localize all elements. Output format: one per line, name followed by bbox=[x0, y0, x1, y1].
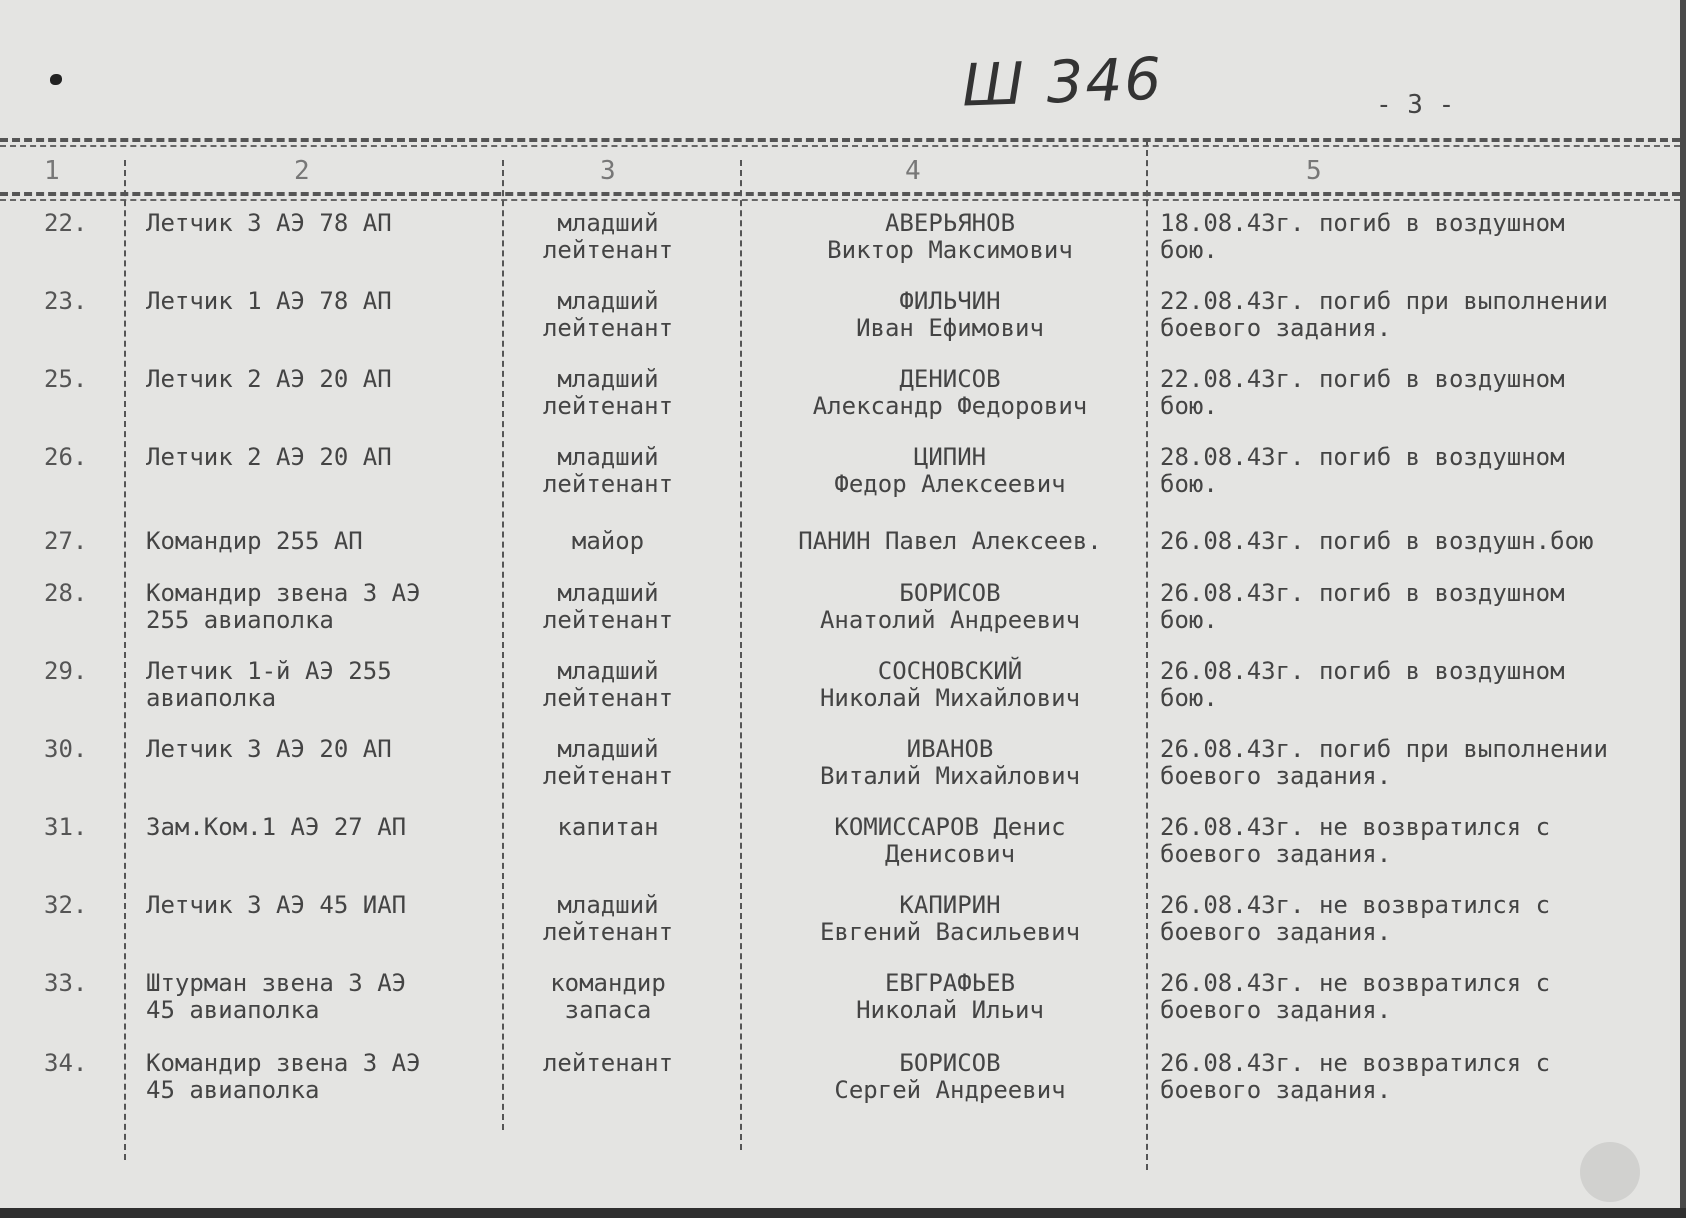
scan-edge bbox=[1680, 0, 1686, 1218]
fate-cell-line: 18.08.43г. погиб в воздушном bbox=[1160, 209, 1565, 237]
position-cell bbox=[146, 658, 392, 712]
name-cell-line: Александр Федорович bbox=[812, 392, 1088, 420]
name-cell-line: ЦИПИН bbox=[913, 443, 987, 471]
rank-cell-line: лейтенант bbox=[542, 606, 674, 634]
fate-cell bbox=[1160, 1050, 1550, 1104]
name-cell-line: АВЕРЬЯНОВ bbox=[884, 209, 1016, 237]
col-header-4: 4 bbox=[905, 156, 921, 186]
fate-cell bbox=[1160, 658, 1565, 712]
row-number: 27. bbox=[44, 527, 88, 555]
scan-edge bbox=[0, 1208, 1686, 1218]
rank-cell-line: младший bbox=[557, 287, 659, 315]
name-cell-line: Николай Михайлович bbox=[819, 684, 1081, 712]
name-cell-line: Федор Алексеевич bbox=[834, 470, 1066, 498]
rank-cell-line: лейтенант bbox=[542, 470, 674, 498]
header-rule-bottom bbox=[0, 192, 1680, 196]
rank-cell-line: лейтенант bbox=[542, 1049, 674, 1077]
fate-cell-line: боевого задания. bbox=[1160, 918, 1392, 946]
fate-cell bbox=[1160, 580, 1565, 634]
position-cell-line: 45 авиаполка bbox=[146, 1076, 320, 1104]
rank-cell-line: младший bbox=[557, 365, 659, 393]
name-cell bbox=[770, 814, 1130, 868]
name-cell bbox=[770, 366, 1130, 420]
fate-cell bbox=[1160, 366, 1565, 420]
position-cell-line: 255 авиаполка bbox=[146, 606, 334, 634]
rank-cell-line: младший bbox=[557, 735, 659, 763]
row-number: 31. bbox=[44, 813, 88, 841]
fate-cell-line: боевого задания. bbox=[1160, 314, 1392, 342]
row-number: 25. bbox=[44, 365, 88, 393]
fate-cell-line: 26.08.43г. не возвратился с bbox=[1160, 813, 1551, 841]
position-cell-line: Командир звена 3 АЭ bbox=[146, 579, 421, 607]
name-cell bbox=[770, 210, 1130, 264]
position-cell-line: Летчик 1-й АЭ 255 bbox=[146, 657, 392, 685]
row-number: 22. bbox=[44, 209, 88, 237]
rank-cell-line: запаса bbox=[564, 996, 652, 1024]
rank-cell bbox=[508, 210, 708, 264]
name-cell-line: ИВАНОВ bbox=[906, 735, 994, 763]
rank-cell-line: майор bbox=[571, 527, 645, 555]
name-cell-line: Виталий Михайлович bbox=[819, 762, 1081, 790]
name-cell bbox=[770, 736, 1130, 790]
rank-cell bbox=[508, 658, 708, 712]
position-cell bbox=[146, 892, 406, 919]
paper-smudge bbox=[1580, 1142, 1640, 1202]
fate-cell-line: бою. bbox=[1160, 684, 1218, 712]
fate-cell-line: 26.08.43г. не возвратился с bbox=[1160, 891, 1551, 919]
fate-cell-line: 26.08.43г. погиб в воздушн.бою bbox=[1160, 527, 1594, 555]
fate-cell-line: бою. bbox=[1160, 236, 1218, 264]
fate-cell-line: 26.08.43г. погиб при выполнении bbox=[1160, 735, 1608, 763]
name-cell bbox=[770, 970, 1130, 1024]
fate-cell-line: 26.08.43г. не возвратился с bbox=[1160, 1049, 1551, 1077]
position-cell-line: Командир 255 АП bbox=[146, 527, 363, 555]
name-cell bbox=[770, 528, 1130, 555]
position-cell-line: Летчик 1 АЭ 78 АП bbox=[146, 287, 392, 315]
position-cell-line: Штурман звена 3 АЭ bbox=[146, 969, 407, 997]
rank-cell bbox=[508, 736, 708, 790]
fate-cell bbox=[1160, 970, 1550, 1024]
name-cell bbox=[770, 580, 1130, 634]
rank-cell-line: капитан bbox=[557, 813, 659, 841]
column-separator bbox=[124, 160, 126, 1160]
fate-cell-line: 28.08.43г. погиб в воздушном bbox=[1160, 443, 1565, 471]
name-cell-line: Виктор Максимович bbox=[827, 236, 1073, 264]
column-separator bbox=[502, 160, 504, 1130]
row-number: 32. bbox=[44, 891, 88, 919]
rank-cell bbox=[508, 366, 708, 420]
name-cell-line: Сергей Андреевич bbox=[834, 1076, 1066, 1104]
position-cell bbox=[146, 288, 392, 315]
fate-cell-line: 26.08.43г. погиб в воздушном bbox=[1160, 579, 1565, 607]
name-cell bbox=[770, 444, 1130, 498]
rank-cell-line: лейтенант bbox=[542, 918, 674, 946]
header-rule-top-2 bbox=[0, 145, 1680, 147]
position-cell bbox=[146, 528, 363, 555]
name-cell-line: Анатолий Андреевич bbox=[819, 606, 1081, 634]
rank-cell bbox=[508, 444, 708, 498]
position-cell-line: Командир звена 3 АЭ bbox=[146, 1049, 421, 1077]
name-cell-line: Николай Ильич bbox=[856, 996, 1044, 1024]
row-number: 34. bbox=[44, 1049, 88, 1077]
fate-cell bbox=[1160, 210, 1565, 264]
position-cell bbox=[146, 970, 406, 1024]
rank-cell-line: лейтенант bbox=[542, 314, 674, 342]
fate-cell-line: бою. bbox=[1160, 470, 1218, 498]
fate-cell-line: боевого задания. bbox=[1160, 840, 1392, 868]
rank-cell-line: лейтенант bbox=[542, 762, 674, 790]
position-cell-line: Зам.Ком.1 АЭ 27 АП bbox=[146, 813, 407, 841]
position-cell bbox=[146, 736, 392, 763]
fate-cell bbox=[1160, 288, 1608, 342]
col-header-3: 3 bbox=[600, 156, 616, 186]
fate-cell bbox=[1160, 736, 1608, 790]
rank-cell bbox=[508, 814, 708, 841]
position-cell-line: авиаполка bbox=[146, 684, 277, 712]
page-number: - 3 - bbox=[1376, 90, 1455, 120]
name-cell bbox=[770, 658, 1130, 712]
name-cell-line: СОСНОВСКИЙ bbox=[877, 657, 1023, 685]
name-cell-line: Иван Ефимович bbox=[856, 314, 1044, 342]
name-cell-line: ДЕНИСОВ bbox=[899, 365, 1001, 393]
col-header-1: 1 bbox=[44, 156, 60, 186]
archive-stamp: Ш 346 bbox=[960, 44, 1165, 120]
name-cell-line: КАПИРИН bbox=[899, 891, 1001, 919]
position-cell-line: 45 авиаполка bbox=[146, 996, 320, 1024]
fate-cell bbox=[1160, 814, 1550, 868]
position-cell-line: Летчик 2 АЭ 20 АП bbox=[146, 443, 392, 471]
name-cell-line: КОМИССАРОВ Денис bbox=[834, 813, 1066, 841]
row-number: 28. bbox=[44, 579, 88, 607]
position-cell bbox=[146, 366, 392, 393]
fate-cell bbox=[1160, 444, 1565, 498]
rank-cell-line: младший bbox=[557, 579, 659, 607]
column-separator bbox=[1146, 140, 1148, 1170]
ink-dot bbox=[50, 74, 62, 85]
position-cell-line: Летчик 3 АЭ 20 АП bbox=[146, 735, 392, 763]
position-cell bbox=[146, 1050, 421, 1104]
position-cell bbox=[146, 814, 406, 841]
rank-cell bbox=[508, 580, 708, 634]
position-cell-line: Летчик 3 АЭ 45 ИАП bbox=[146, 891, 407, 919]
rank-cell-line: лейтенант bbox=[542, 684, 674, 712]
fate-cell bbox=[1160, 528, 1593, 555]
fate-cell-line: 22.08.43г. погиб в воздушном bbox=[1160, 365, 1565, 393]
fate-cell-line: бою. bbox=[1160, 392, 1218, 420]
fate-cell-line: бою. bbox=[1160, 606, 1218, 634]
rank-cell-line: младший bbox=[557, 657, 659, 685]
rank-cell bbox=[508, 528, 708, 555]
fate-cell-line: 26.08.43г. не возвратился с bbox=[1160, 969, 1551, 997]
name-cell-line: ПАНИН Павел Алексеев. bbox=[798, 527, 1102, 555]
rank-cell bbox=[508, 892, 708, 946]
name-cell-line: Денисович bbox=[884, 840, 1016, 868]
name-cell bbox=[770, 892, 1130, 946]
name-cell-line: ЕВГРАФЬЕВ bbox=[884, 969, 1016, 997]
rank-cell-line: командир bbox=[550, 969, 666, 997]
position-cell-line: Летчик 3 АЭ 78 АП bbox=[146, 209, 392, 237]
rank-cell-line: младший bbox=[557, 891, 659, 919]
col-header-2: 2 bbox=[294, 156, 310, 186]
col-header-5: 5 bbox=[1306, 156, 1322, 186]
name-cell-line: ФИЛЬЧИН bbox=[899, 287, 1001, 315]
position-cell bbox=[146, 580, 421, 634]
name-cell bbox=[770, 1050, 1130, 1104]
name-cell bbox=[770, 288, 1130, 342]
position-cell bbox=[146, 444, 392, 471]
fate-cell-line: 26.08.43г. погиб в воздушном bbox=[1160, 657, 1565, 685]
header-rule-top bbox=[0, 138, 1680, 142]
rank-cell-line: младший bbox=[557, 443, 659, 471]
fate-cell bbox=[1160, 892, 1550, 946]
rank-cell bbox=[508, 1050, 708, 1077]
rank-cell-line: младший bbox=[557, 209, 659, 237]
row-number: 29. bbox=[44, 657, 88, 685]
rank-cell bbox=[508, 970, 708, 1024]
name-cell-line: БОРИСОВ bbox=[899, 1049, 1001, 1077]
fate-cell-line: боевого задания. bbox=[1160, 1076, 1392, 1104]
position-cell-line: Летчик 2 АЭ 20 АП bbox=[146, 365, 392, 393]
rank-cell bbox=[508, 288, 708, 342]
position-cell bbox=[146, 210, 392, 237]
name-cell-line: Евгений Васильевич bbox=[819, 918, 1081, 946]
name-cell-line: БОРИСОВ bbox=[899, 579, 1001, 607]
column-separator bbox=[740, 160, 742, 1150]
fate-cell-line: боевого задания. bbox=[1160, 996, 1392, 1024]
row-number: 30. bbox=[44, 735, 88, 763]
row-number: 23. bbox=[44, 287, 88, 315]
rank-cell-line: лейтенант bbox=[542, 236, 674, 264]
fate-cell-line: 22.08.43г. погиб при выполнении bbox=[1160, 287, 1608, 315]
row-number: 26. bbox=[44, 443, 88, 471]
fate-cell-line: боевого задания. bbox=[1160, 762, 1392, 790]
header-rule-bottom-2 bbox=[0, 199, 1680, 201]
row-number: 33. bbox=[44, 969, 88, 997]
rank-cell-line: лейтенант bbox=[542, 392, 674, 420]
